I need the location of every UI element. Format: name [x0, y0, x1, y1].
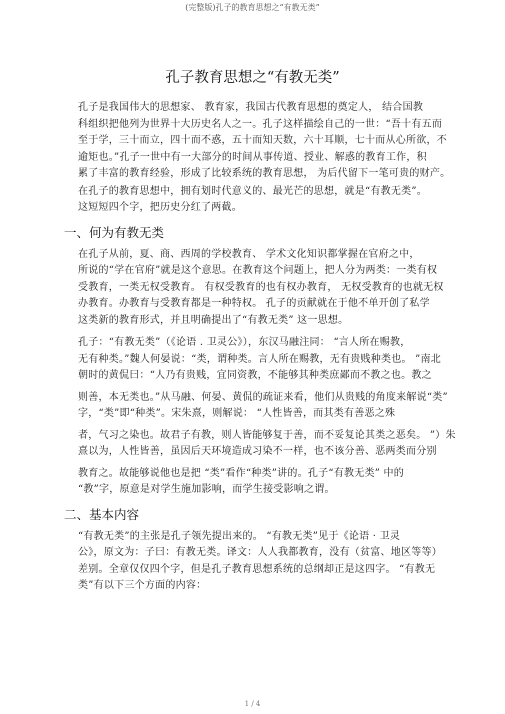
- paragraph: [78, 247, 444, 330]
- text-line: 办教育。办教育与受教育都是一种特权。 孔子的贡献就在于他不单开创了私学: [78, 298, 430, 309]
- text-line: “有教无类”的主张是孔子领先提出来的。 “有教无类”见于《论语 · 卫灵: [78, 530, 401, 542]
- text-line: 科组织把他列为世界十大历史名人之一。孔子这样描绘自己的一世：“吾十有五而: [78, 118, 443, 130]
- text-line: 这短短四个字，把历史分红了两截。: [78, 202, 242, 213]
- text-line: 教育之。故能够说他也是把 “类”看作“种类”讲的。孔子“有教无类” 中的: [78, 467, 405, 479]
- text-line: 朝时的黄侃曰：“人乃有贵贱，宜同资教，不能够其种类庶鄙而不教之也。教之: [78, 370, 432, 381]
- text-line: 熹以为，人性皆善，虽因后天环境造成习染不一样，也不该分善、恶两类而分别: [78, 446, 437, 457]
- text-line: 差别。全章仅仅四个字，但是孔子教育思想系统的总纲却正是这四字。 “有教无: [78, 563, 436, 575]
- document-body: [64, 100, 456, 595]
- page-title: 孔子教育思想之“有教无类”: [165, 70, 340, 86]
- text-line: 字，“类”即“种类”。宋朱熹，则解说： “人性皆善，而其类有善恶之殊: [78, 408, 396, 419]
- text-line: 无有种类。”魏人何晏说：“类，谓种类。言人所在赐教，无有贵贱种类也。 ”南北: [78, 353, 442, 365]
- document-header: (完整版)孔子的教育思想之“有教无类”: [185, 3, 320, 12]
- text-line: 这类新的教育形式，并且明确提出了“有教无类” 这一思想。: [78, 314, 349, 326]
- section-heading: [64, 223, 433, 241]
- paragraph: [78, 335, 456, 499]
- text-line: 公》，原文为：子曰：有教无类。译文：人人我都教育，没有（贫富、地区等等）: [78, 547, 442, 558]
- text-line: 逾矩也。”孔子一世中有一大部分的时间从事传道、授业、解惑的教育工作，积: [78, 151, 427, 163]
- paragraph: [78, 184, 433, 217]
- text-line: “教”字，原意是对学生施加影响，而学生接受影响之谓。: [78, 484, 335, 495]
- text-line: 所说的“学在官府”就是这个意思。在教育这个问题上，把人分为两类：一类有权: [78, 265, 438, 276]
- text-line: 孔子：“有教无类”（《论语 . 卫灵公》），东汉马融注同： “言人所在赐教，: [78, 337, 411, 348]
- paragraph: [78, 100, 451, 183]
- text-line: 至于学，三十而立，四十而不惑，五十而知天数，六十耳顺，七十而从心所欲，不: [78, 135, 447, 146]
- paragraph: [78, 529, 442, 595]
- section-heading-text: 一、何为有教无类: [64, 224, 165, 240]
- text-line: 类”有以下三个方面的内容：: [78, 580, 207, 591]
- text-line: 在孔子从前，夏、商、西周的学校教育、 学术文化知识都掌握在官府之中，: [78, 248, 420, 260]
- text-line: 孔子是我国伟大的思想家、 教育家，我国古代教育思想的奠定人， 结合国教: [78, 102, 424, 113]
- section-heading-text: 二、基本内容: [64, 506, 140, 522]
- page-number: 1 / 4: [244, 700, 261, 708]
- text-line: 受教育，一类无权受教育。 有权受教育的也有权办教育， 无权受教育的也就无权: [78, 281, 444, 293]
- text-line: 则善，本无类也。”从马融、何晏、黄侃的疏证来看，他们从贵贱的角度来解说“类”: [78, 391, 448, 403]
- section-heading: [64, 505, 433, 523]
- text-line: 者，气习之染也。故君子有教，则人皆能够复于善，而不妥复论其类之恶矣。 ”）朱: [78, 429, 456, 441]
- text-line: 在孔子的教育思想中，拥有划时代意义的、最光芒的思想，就是“有教无类”。: [78, 185, 427, 197]
- text-line: 累了丰富的教育经验，形成了比较系统的教育思想， 为后代留下一笔可贵的财产。: [78, 168, 451, 179]
